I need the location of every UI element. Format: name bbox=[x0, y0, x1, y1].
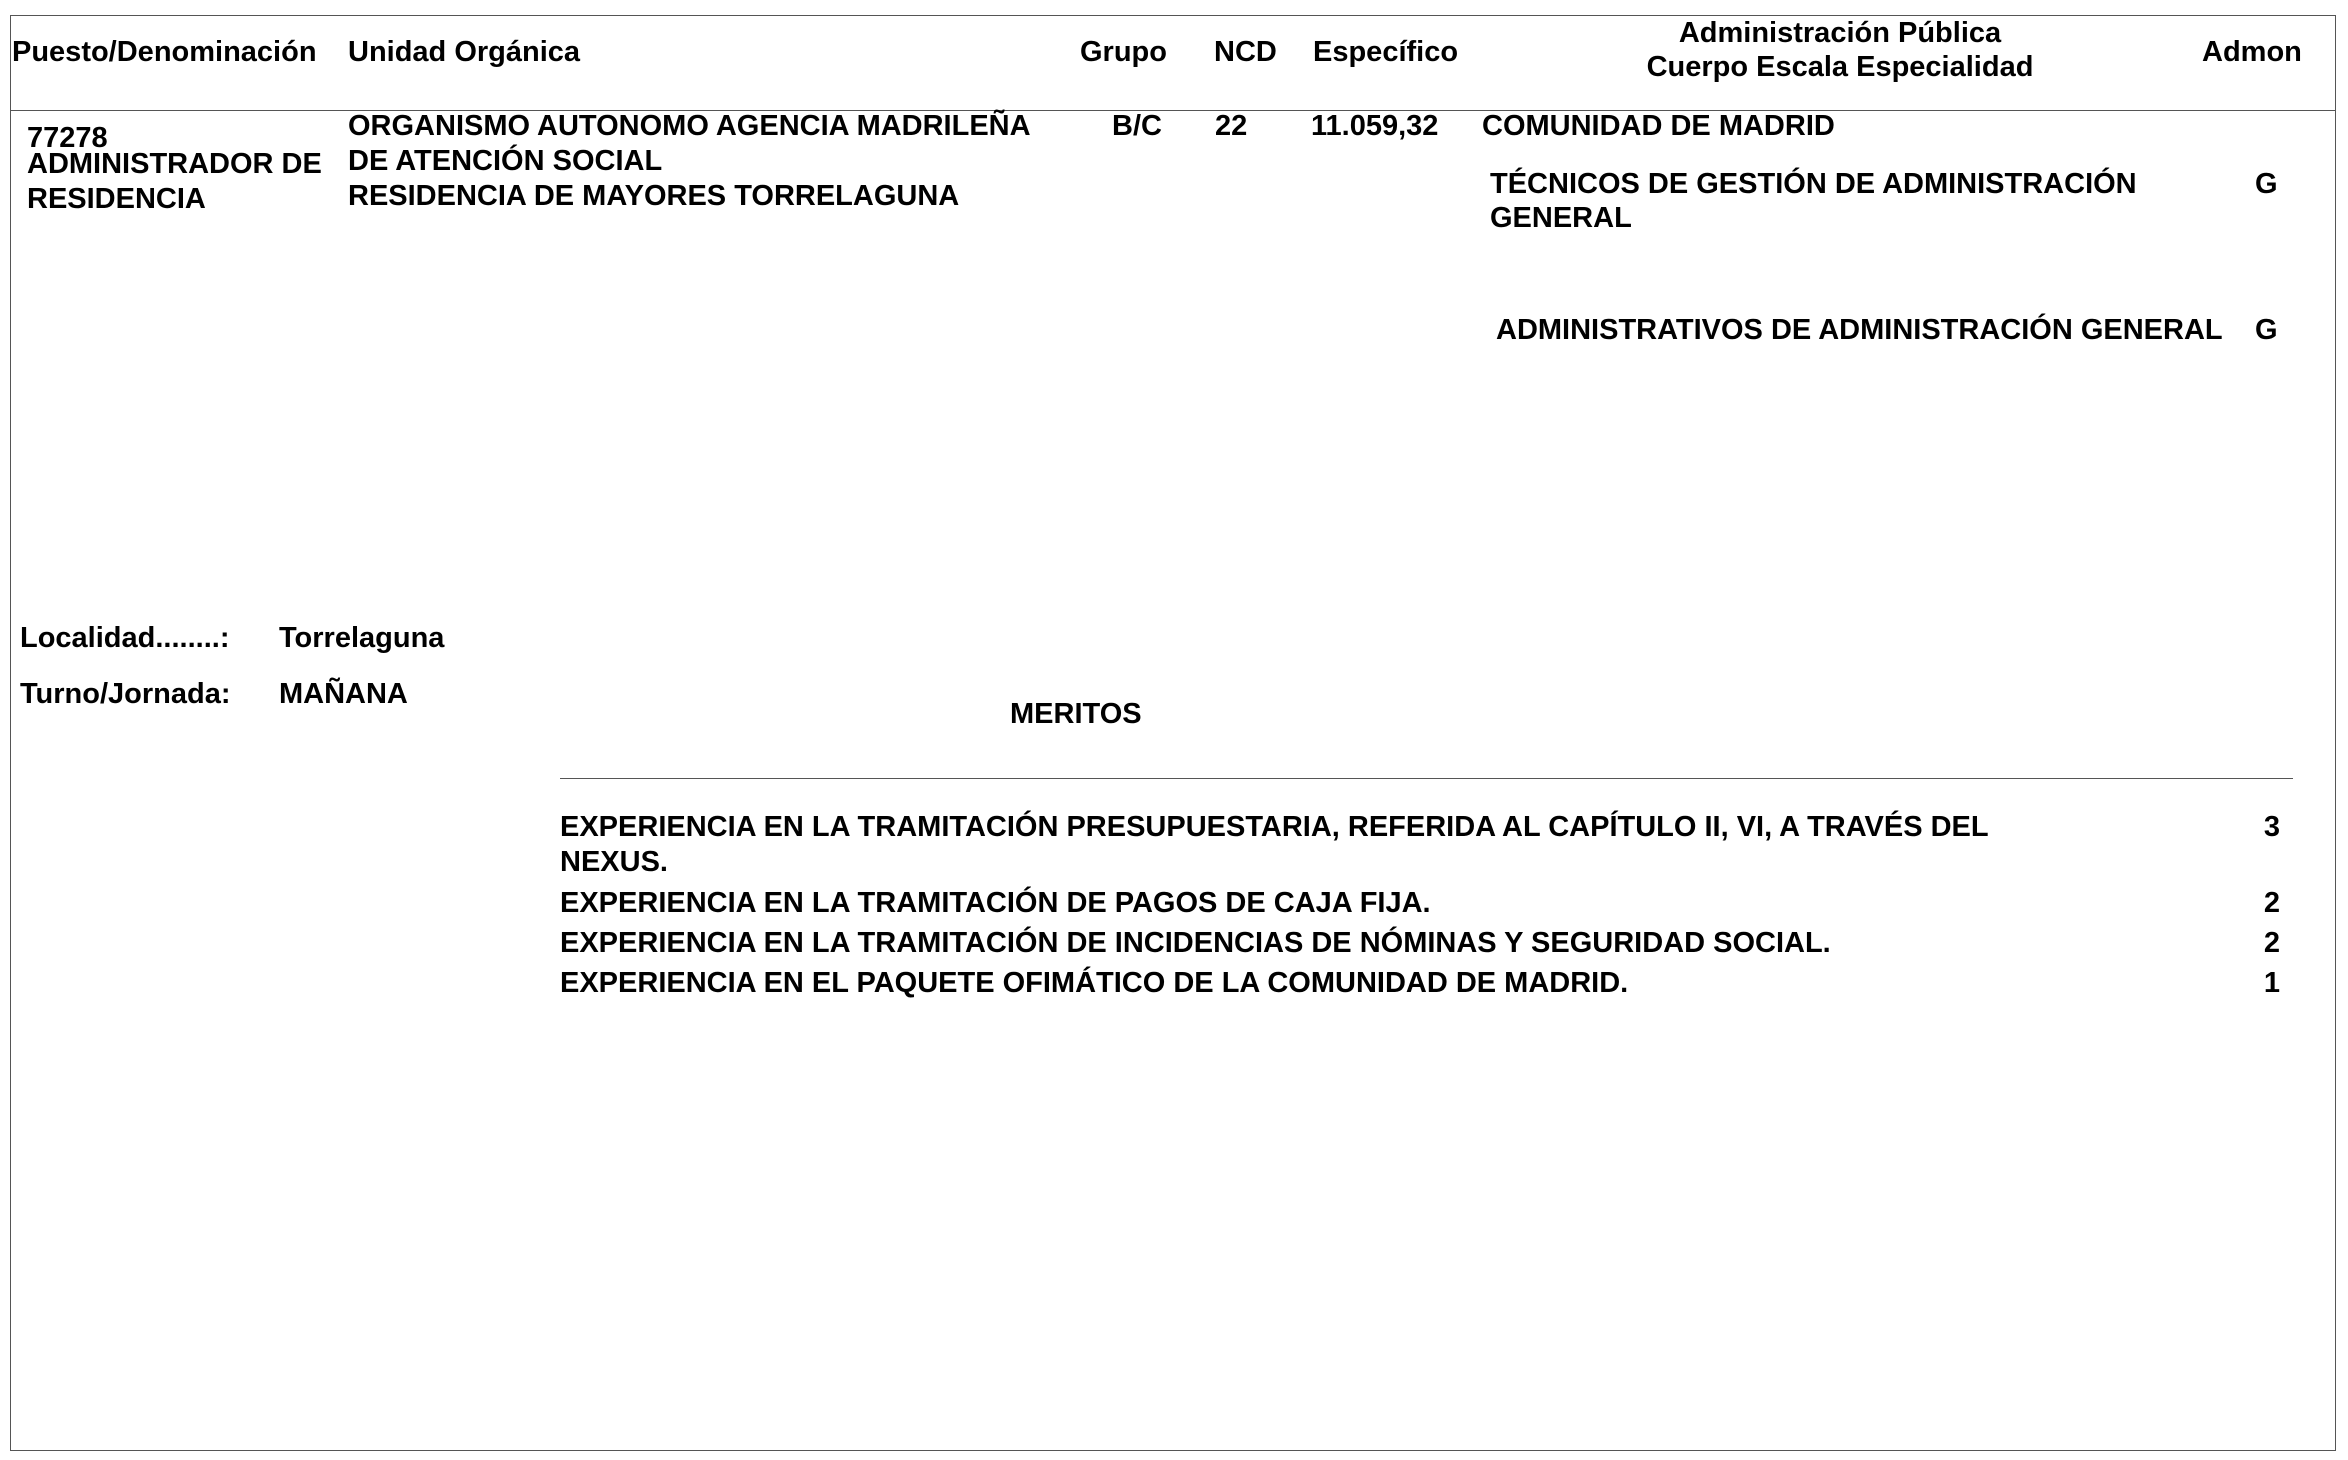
header-unidad: Unidad Orgánica bbox=[348, 36, 581, 68]
denominacion-line2: RESIDENCIA bbox=[27, 183, 206, 215]
merito-4-line1: EXPERIENCIA EN EL PAQUETE OFIMÁTICO DE LA COMUNIDAD DE MADRID. bbox=[560, 967, 1629, 999]
cuerpo-2-admon: G bbox=[2255, 314, 2278, 346]
denominacion-line1: ADMINISTRADOR DE bbox=[27, 148, 322, 180]
unidad-line3: RESIDENCIA DE MAYORES TORRELAGUNA bbox=[348, 180, 960, 212]
especifico-value: 11.059,32 bbox=[1311, 110, 1439, 142]
header-especifico: Específico bbox=[1313, 36, 1459, 68]
grupo-value: B/C bbox=[1112, 110, 1162, 142]
merito-1-points: 3 bbox=[2263, 811, 2280, 843]
document-frame bbox=[10, 15, 2336, 1451]
meritos-divider bbox=[560, 778, 2293, 779]
cuerpo-2-line1: ADMINISTRATIVOS DE ADMINISTRACIÓN GENERAL bbox=[1496, 314, 2223, 346]
merito-1-line1: EXPERIENCIA EN LA TRAMITACIÓN PRESUPUESTARIA, REFERIDA AL CAPÍTULO II, VI, A TRAVÉS DEL bbox=[560, 811, 1989, 843]
merito-2-points: 2 bbox=[2263, 887, 2280, 919]
header-admin-publica: Administración Pública bbox=[1678, 17, 2002, 49]
cuerpo-1-line1: TÉCNICOS DE GESTIÓN DE ADMINISTRACIÓN bbox=[1490, 168, 2137, 200]
header-grupo: Grupo bbox=[1080, 36, 1167, 68]
meritos-title: MERITOS bbox=[1010, 698, 1142, 730]
unidad-line2: DE ATENCIÓN SOCIAL bbox=[348, 145, 663, 177]
administracion-value: COMUNIDAD DE MADRID bbox=[1482, 110, 1835, 142]
cuerpo-1-admon: G bbox=[2255, 168, 2278, 200]
unidad-line1: ORGANISMO AUTONOMO AGENCIA MADRILEÑA bbox=[348, 110, 1031, 142]
merito-1-line2: NEXUS. bbox=[560, 846, 668, 878]
cuerpo-1-line2: GENERAL bbox=[1490, 202, 1632, 234]
puesto-codigo: 77278 bbox=[27, 122, 108, 154]
localidad-value: Torrelaguna bbox=[279, 622, 445, 654]
header-admon: Admon bbox=[2202, 36, 2302, 68]
header-cuerpo-escala: Cuerpo Escala Especialidad bbox=[1646, 51, 2034, 83]
header-puesto: Puesto/Denominación bbox=[12, 36, 317, 68]
header-ncd: NCD bbox=[1214, 36, 1277, 68]
merito-3-points: 2 bbox=[2263, 927, 2280, 959]
merito-4-points: 1 bbox=[2263, 967, 2280, 999]
turno-label: Turno/Jornada: bbox=[20, 678, 231, 710]
turno-value: MAÑANA bbox=[279, 678, 408, 710]
merito-3-line1: EXPERIENCIA EN LA TRAMITACIÓN DE INCIDENCIAS DE NÓMINAS Y SEGURIDAD SOCIAL. bbox=[560, 927, 1831, 959]
ncd-value: 22 bbox=[1215, 110, 1248, 142]
merito-2-line1: EXPERIENCIA EN LA TRAMITACIÓN DE PAGOS DE CAJA FIJA. bbox=[560, 887, 1431, 919]
localidad-label: Localidad........: bbox=[20, 622, 230, 654]
